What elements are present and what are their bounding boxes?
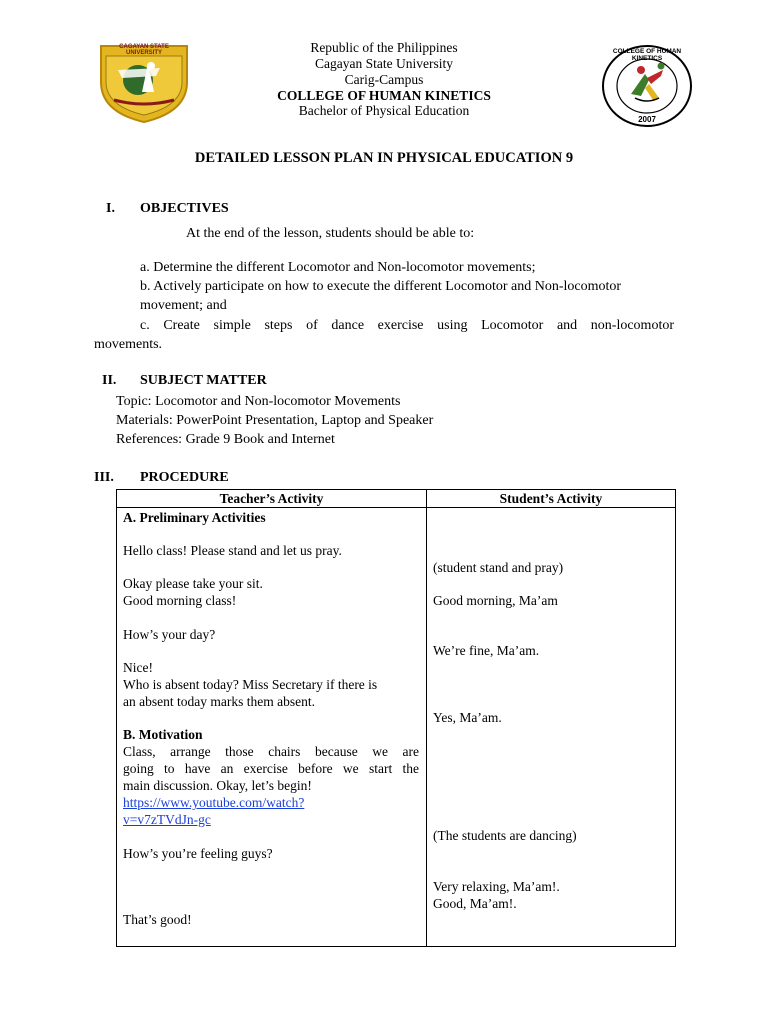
- teacher-line: Who is absent today? Miss Secretary if there is: [123, 677, 378, 692]
- objective-a: a. Determine the different Locomotor and Non-locomotor movements;: [140, 260, 536, 275]
- objective-b-line2: movement; and: [140, 298, 227, 313]
- teacher-line: Good morning class!: [123, 593, 237, 608]
- teacher-activity-header: Teacher’s Activity: [117, 490, 427, 508]
- motivation-heading: B. Motivation: [123, 727, 203, 742]
- subject-references: References: Grade 9 Book and Internet: [116, 432, 335, 447]
- teacher-line: an absent today marks them absent.: [123, 694, 315, 709]
- subject-topic: Topic: Locomotor and Non-locomotor Movements: [116, 394, 401, 409]
- teacher-line: going to have an exercise before we start the: [123, 761, 419, 776]
- chk-logo-text: COLLEGE OF HUMAN KINETICS: [612, 48, 682, 62]
- student-line: Good, Ma’am!.: [433, 896, 517, 911]
- student-line: Very relaxing, Ma’am!.: [433, 879, 560, 894]
- objective-c-line2: movements.: [94, 337, 163, 352]
- student-activity-cell: [427, 508, 676, 947]
- teacher-line: main discussion. Okay, let’s begin!: [123, 778, 312, 793]
- header-program: Bachelor of Physical Education: [298, 103, 470, 118]
- chk-logo-year: 2007: [638, 115, 656, 124]
- page-title: DETAILED LESSON PLAN IN PHYSICAL EDUCATION 9: [194, 150, 574, 166]
- student-line: (The students are dancing): [433, 828, 577, 843]
- teacher-line: Class, arrange those chairs because we are: [123, 744, 419, 759]
- preliminary-activities-heading: A. Preliminary Activities: [123, 510, 266, 525]
- subject-matter-number: II.: [102, 373, 117, 388]
- objectives-heading: OBJECTIVES: [140, 201, 229, 216]
- objective-c-line1: c. Create simple steps of dance exercise using Locomotor and non-locomotor: [140, 318, 674, 333]
- procedure-heading: PROCEDURE: [140, 470, 229, 485]
- teacher-line: How’s your day?: [123, 627, 216, 642]
- header-college: COLLEGE OF HUMAN KINETICS: [277, 88, 491, 103]
- procedure-table: [116, 489, 676, 947]
- subject-materials: Materials: PowerPoint Presentation, Laptop and Speaker: [116, 413, 434, 428]
- objectives-intro: At the end of the lesson, students should be able to:: [186, 226, 475, 241]
- youtube-link-part2[interactable]: v=v7zTVdJn-gc: [123, 812, 211, 827]
- objectives-number: I.: [106, 201, 115, 216]
- subject-matter-heading: SUBJECT MATTER: [140, 373, 267, 388]
- student-line: Good morning, Ma’am: [433, 593, 558, 608]
- student-line: We’re fine, Ma’am.: [433, 643, 540, 658]
- student-line: (student stand and pray): [433, 560, 564, 575]
- teacher-line: Hello class! Please stand and let us pray.: [123, 543, 342, 558]
- csu-logo-text: CAGAYAN STATE UNIVERSITY: [119, 44, 169, 56]
- youtube-link-part1[interactable]: https://www.youtube.com/watch?: [123, 795, 305, 810]
- procedure-number: III.: [94, 470, 114, 485]
- teacher-line: Nice!: [123, 660, 153, 675]
- student-activity-header: Student’s Activity: [427, 490, 676, 508]
- teacher-activity-cell: [117, 508, 427, 947]
- header-line-republic: Republic of the Philippines: [310, 40, 458, 55]
- teacher-line: How’s you’re feeling guys?: [123, 846, 273, 861]
- teacher-line: Okay please take your sit.: [123, 576, 263, 591]
- teacher-line: That’s good!: [123, 912, 192, 927]
- header-line-campus: Carig-Campus: [344, 72, 424, 87]
- header-line-university: Cagayan State University: [315, 56, 453, 71]
- student-line: Yes, Ma’am.: [433, 710, 502, 725]
- objective-b-line1: b. Actively participate on how to execute the different Locomotor and Non-locomotor: [140, 279, 622, 294]
